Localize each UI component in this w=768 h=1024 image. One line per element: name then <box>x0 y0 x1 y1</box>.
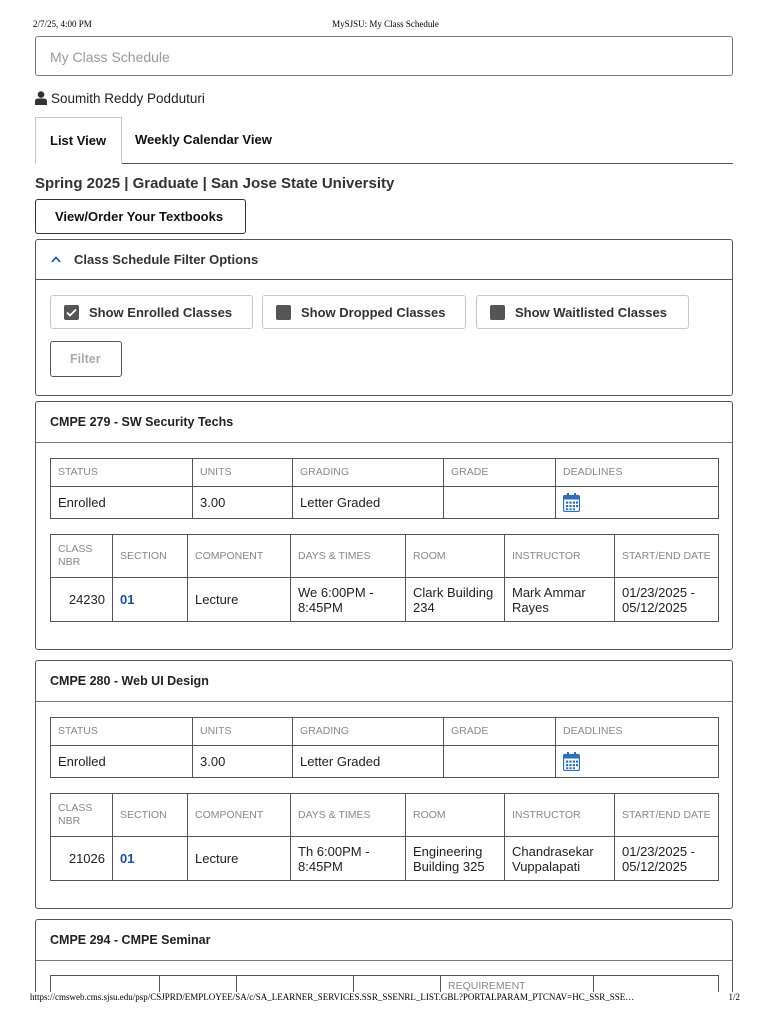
col-header: START/END DATE <box>615 794 719 837</box>
class-nbr-cell: 24230 <box>51 578 113 622</box>
course-card <box>35 919 733 992</box>
col-header: DAYS & TIMES <box>291 794 406 837</box>
course-card <box>35 401 733 650</box>
calendar-icon[interactable] <box>563 493 580 512</box>
person-icon <box>35 91 47 105</box>
col-header: GRADING <box>293 459 444 487</box>
class-nbr-cell: 21026 <box>51 837 113 881</box>
dates-cell: 01/23/2025 - 05/12/2025 <box>615 837 719 881</box>
chevron-up-icon <box>51 255 61 263</box>
component-cell: Lecture <box>188 578 291 622</box>
course-title: CMPE 280 - Web UI Design <box>50 674 209 688</box>
status-cell: Enrolled <box>51 746 193 778</box>
col-header: START/END DATE <box>615 535 719 578</box>
col-header: INSTRUCTOR <box>505 794 615 837</box>
deadlines-cell <box>556 746 719 778</box>
user-row <box>35 88 205 108</box>
grade-cell <box>444 487 556 519</box>
room-cell: Clark Building 234 <box>406 578 505 622</box>
checkbox-unchecked-icon <box>276 305 291 320</box>
col-header: STATUS <box>51 459 193 487</box>
days-times-cell: We 6:00PM - 8:45PM <box>291 578 406 622</box>
user-name: Soumith Reddy Podduturi <box>51 90 205 106</box>
course-title: CMPE 294 - CMPE Seminar <box>50 933 211 947</box>
checkbox-checked-icon <box>64 305 79 320</box>
col-header: GRADING <box>293 718 444 746</box>
col-header: CLASS NBR <box>51 535 113 578</box>
calendar-icon[interactable] <box>563 752 580 771</box>
show-enrolled-classes-checkbox[interactable]: Show Enrolled Classes <box>50 295 253 329</box>
col-header: DEADLINES <box>556 718 719 746</box>
deadlines-cell <box>556 487 719 519</box>
course-title-bar <box>36 661 732 702</box>
col-header: UNITS <box>193 459 293 487</box>
col-header: ROOM <box>406 794 505 837</box>
instructor-cell: Mark Ammar Rayes <box>505 578 615 622</box>
col-header: INSTRUCTOR <box>505 535 615 578</box>
section-link[interactable]: 01 <box>113 578 188 622</box>
course-card <box>35 660 733 909</box>
units-cell: 3.00 <box>193 487 293 519</box>
filter-panel-header[interactable] <box>36 240 732 280</box>
show-dropped-classes-checkbox[interactable]: Show Dropped Classes <box>262 295 466 329</box>
room-cell: Engineering Building 325 <box>406 837 505 881</box>
col-header: GRADE <box>444 459 556 487</box>
col-header: DAYS & TIMES <box>291 535 406 578</box>
show-waitlisted-classes-checkbox[interactable]: Show Waitlisted Classes <box>476 295 689 329</box>
col-header: REQUIREMENT <box>441 976 594 993</box>
page-title: My Class Schedule <box>50 49 170 65</box>
col-header: SECTION <box>113 794 188 837</box>
status-cell: Enrolled <box>51 487 193 519</box>
status-table <box>50 717 719 778</box>
col-header: STATUS <box>51 718 193 746</box>
col-header: UNITS <box>193 718 293 746</box>
section-link[interactable]: 01 <box>113 837 188 881</box>
col-header: SECTION <box>113 535 188 578</box>
col-header: COMPONENT <box>188 535 291 578</box>
grading-cell: Letter Graded <box>293 487 444 519</box>
col-header: DEADLINES <box>556 459 719 487</box>
instructor-cell: Chandrasekar Vuppalapati <box>505 837 615 881</box>
print-header <box>33 19 738 33</box>
grading-cell: Letter Graded <box>293 746 444 778</box>
units-cell: 3.00 <box>193 746 293 778</box>
print-footer <box>30 992 740 1006</box>
status-table <box>50 458 719 519</box>
print-page-number: 1/2 <box>728 992 740 1002</box>
col-header: COMPONENT <box>188 794 291 837</box>
view-tabs <box>35 117 733 164</box>
course-title-bar <box>36 402 732 443</box>
filter-panel-title: Class Schedule Filter Options <box>74 252 259 267</box>
tab-weekly-calendar-view[interactable]: Weekly Calendar View <box>135 132 272 147</box>
course-title: CMPE 279 - SW Security Techs <box>50 415 234 429</box>
print-datetime: 2/7/25, 4:00 PM <box>33 19 92 29</box>
class-table <box>50 793 719 881</box>
tab-list-view[interactable]: List View <box>35 117 122 164</box>
filter-panel <box>35 239 733 396</box>
col-header: CLASS NBR <box>51 794 113 837</box>
days-times-cell: Th 6:00PM - 8:45PM <box>291 837 406 881</box>
checkbox-unchecked-icon <box>490 305 505 320</box>
status-table <box>50 975 719 992</box>
grade-cell <box>444 746 556 778</box>
view-order-textbooks-button[interactable]: View/Order Your Textbooks <box>35 199 246 234</box>
col-header: ROOM <box>406 535 505 578</box>
col-header: GRADE <box>444 718 556 746</box>
print-url: https://cmsweb.cms.sjsu.edu/psp/CSJPRD/EMPLOYEE/SA/c/SA_LEARNER_SERVICES.SSR_SSENRL_LIST.GBL?PORTALPARAM_PTCNAV=HC_SSR_SSE… <box>30 992 635 1002</box>
component-cell: Lecture <box>188 837 291 881</box>
course-title-bar <box>36 920 732 961</box>
dates-cell: 01/23/2025 - 05/12/2025 <box>615 578 719 622</box>
class-table <box>50 534 719 622</box>
print-doc-title: MySJSU: My Class Schedule <box>332 19 439 29</box>
term-title: Spring 2025 | Graduate | San Jose State University <box>35 175 395 192</box>
page-title-box <box>35 36 733 76</box>
filter-button[interactable]: Filter <box>50 341 122 377</box>
